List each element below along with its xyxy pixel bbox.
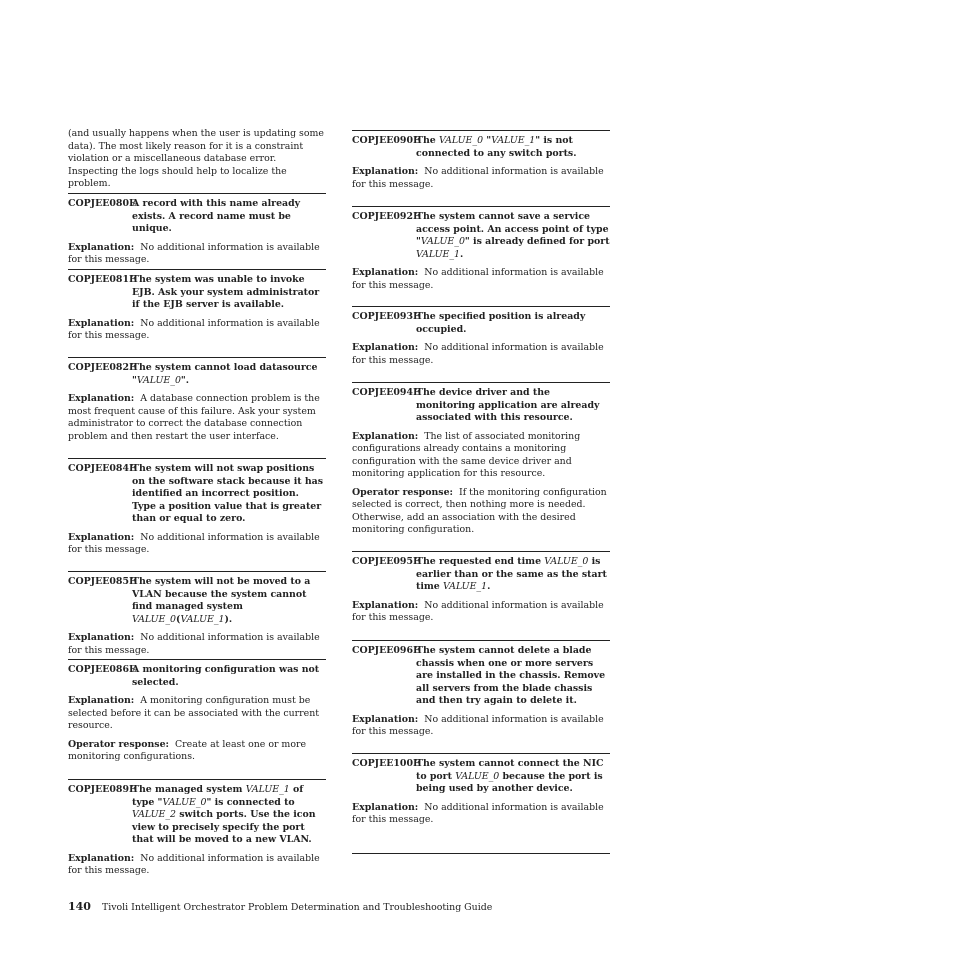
- message-text: [132, 576, 326, 626]
- message-text: The specified position is already occupied.: [416, 311, 586, 335]
- explanation-label: Explanation:: [68, 531, 135, 543]
- message-id: COPJEE086E: [68, 664, 137, 675]
- explanation-text: No additional information is available for this message.: [68, 531, 320, 555]
- message-entry: [68, 659, 326, 764]
- message-id: COPJEE093E: [352, 311, 421, 322]
- message-text-part: of type ": [132, 784, 304, 808]
- explanation-text: A monitoring configuration must be selected before it can be associated with the current resource.: [68, 695, 319, 731]
- explanation-section: [68, 853, 326, 878]
- message-text: The system will not swap positions on the software stack because it has identified an incorrect position. Type a position value that is greater than or equal to zero.: [132, 463, 324, 524]
- message-text-part: is earlier than or the same as the start time: [416, 556, 607, 592]
- message-entry: [352, 753, 610, 827]
- message-entry: [68, 458, 326, 557]
- message-text-part: The system cannot load datasource ": [132, 362, 318, 386]
- explanation-text: No additional information is available for this message.: [352, 713, 604, 737]
- explanation-text: No additional information is available for this message.: [68, 852, 320, 876]
- message-heading: [68, 463, 326, 526]
- message-heading: [68, 198, 326, 236]
- explanation-text: No additional information is available for this message.: [68, 632, 320, 656]
- message-id: COPJEE096E: [352, 645, 421, 656]
- message-entry: [68, 571, 326, 657]
- variable-placeholder: VALUE_1: [491, 135, 536, 146]
- explanation-section: [352, 166, 610, 191]
- explanation-label: Explanation:: [352, 166, 419, 177]
- message-heading: [352, 387, 610, 425]
- message-entry: [68, 779, 326, 878]
- message-id: COPJEE100E: [352, 758, 421, 769]
- explanation-section: [352, 431, 610, 481]
- explanation-text: No additional information is available for this message.: [68, 241, 320, 265]
- message-heading: [352, 135, 610, 160]
- message-text: [416, 758, 610, 796]
- message-id: COPJEE094E: [352, 387, 421, 398]
- message-text-part: switch ports. Use the icon view to precisely specify the port that will be moved to a new VLAN.: [132, 809, 316, 845]
- message-heading: [68, 576, 326, 626]
- message-heading: [68, 664, 326, 689]
- message-heading: [352, 556, 610, 594]
- message-entry: [352, 206, 610, 292]
- explanation-section: [68, 532, 326, 557]
- message-text-part: ".: [180, 374, 190, 386]
- message-text: [132, 362, 326, 387]
- explanation-label: Explanation:: [352, 267, 419, 278]
- intro-text: (and usually happens when the user is updating some data). The most likely reason for it is a constraint violation or a miscellaneous database error. Inspecting the logs should help to localize the problem.: [68, 128, 324, 189]
- explanation-section: [352, 714, 610, 739]
- message-id: COPJEE082E: [68, 362, 137, 373]
- explanation-text: No additional information is available for this message.: [352, 599, 604, 623]
- message-id: COPJEE089E: [68, 784, 137, 795]
- message-heading: [68, 274, 326, 312]
- message-heading: [352, 758, 610, 796]
- message-heading: [352, 211, 610, 261]
- message-text-part: The requested end time: [416, 556, 545, 567]
- explanation-label: Explanation:: [68, 852, 135, 864]
- message-heading: [68, 362, 326, 387]
- book-title: Tivoli Intelligent Orchestrator Problem Determination and Troubleshooting Guide: [101, 902, 493, 913]
- message-entry: [68, 357, 326, 443]
- variable-placeholder: VALUE_1: [416, 248, 461, 260]
- variable-placeholder: VALUE_1: [245, 784, 290, 795]
- message-entry: [352, 306, 610, 367]
- message-id: COPJEE081E: [68, 274, 137, 285]
- explanation-label: Explanation:: [352, 430, 419, 442]
- message-text-part: ": [483, 135, 492, 146]
- page-number: 140: [68, 900, 91, 913]
- explanation-section: [68, 695, 326, 733]
- explanation-section: [352, 600, 610, 625]
- message-id: COPJEE084E: [68, 463, 137, 474]
- message-id: COPJEE080E: [68, 198, 137, 209]
- message-text-part: The system will not be moved to a VLAN because the system cannot find managed system: [132, 576, 311, 612]
- variable-placeholder: VALUE_1: [443, 581, 488, 592]
- variable-placeholder: VALUE_0: [544, 556, 589, 567]
- message-id: COPJEE092E: [352, 211, 421, 222]
- message-text-part: " is connected to: [206, 796, 295, 808]
- message-entry: [352, 551, 610, 625]
- explanation-text: No additional information is available for this message.: [352, 267, 604, 291]
- explanation-label: Explanation:: [68, 393, 135, 404]
- message-entry: [352, 640, 610, 739]
- message-text: [416, 135, 610, 160]
- operator-response-text: Create at least one or more monitoring configurations.: [68, 738, 306, 762]
- explanation-section: [68, 242, 326, 267]
- message-heading: [352, 645, 610, 708]
- message-text-part: .: [487, 581, 491, 592]
- message-id: COPJEE085E: [68, 576, 137, 587]
- explanation-section: [68, 318, 326, 343]
- message-text: [416, 556, 610, 594]
- message-text-part: because the port is being used by another device.: [416, 770, 603, 794]
- explanation-section: [68, 632, 326, 657]
- message-text: [416, 211, 610, 261]
- message-text: The system was unable to invoke EJB. Ask your system administrator if the EJB server is available.: [132, 274, 320, 310]
- operator-response-section: [68, 739, 326, 764]
- operator-response-text: If the monitoring configuration selected is correct, then nothing more is needed. Otherwise, add an association with the desired monitoring configuration.: [352, 486, 607, 535]
- variable-placeholder: VALUE_0: [455, 770, 500, 782]
- message-text: A record with this name already exists. A record name must be unique.: [132, 198, 301, 234]
- message-entry: [68, 269, 326, 343]
- variable-placeholder: VALUE_0: [420, 236, 465, 247]
- message-id: COPJEE090E: [352, 135, 421, 146]
- message-text-part: The system cannot save a service access point. An access point of type ": [416, 211, 609, 247]
- explanation-section: [352, 342, 610, 367]
- message-text-part: .: [460, 248, 464, 260]
- explanation-section: [352, 802, 610, 827]
- message-entry: [352, 130, 610, 191]
- variable-placeholder: VALUE_0: [132, 613, 177, 625]
- message-text-part: " is already defined for port: [464, 236, 610, 247]
- message-text: [132, 784, 326, 847]
- message-entry: [352, 382, 610, 537]
- message-text-part: The managed system: [132, 784, 246, 795]
- operator-response-section: [352, 487, 610, 537]
- explanation-section: [352, 267, 610, 292]
- explanation-text: No additional information is available for this message.: [352, 342, 604, 366]
- variable-placeholder: VALUE_1: [180, 613, 225, 625]
- message-text-part: (: [176, 613, 181, 625]
- operator-response-label: Operator response:: [352, 486, 453, 498]
- message-id: COPJEE095E: [352, 556, 421, 567]
- message-text-part: The: [416, 135, 440, 146]
- explanation-label: Explanation:: [68, 241, 135, 253]
- message-text-part: " is not connected to any switch ports.: [416, 135, 577, 159]
- message-text: The system cannot delete a blade chassis when one or more servers are installed in the chassis. Remove all servers from the blade chassis and then try again to delete it.: [416, 645, 606, 706]
- variable-placeholder: VALUE_0: [439, 135, 484, 146]
- explanation-label: Explanation:: [68, 632, 135, 643]
- explanation-label: Explanation:: [352, 342, 419, 353]
- section-end-rule: [352, 853, 610, 854]
- explanation-text: A database connection problem is the most frequent cause of this failure. Ask your system administrator to correct the database connection problem and then restart the user interface.: [68, 393, 320, 442]
- variable-placeholder: VALUE_2: [132, 809, 177, 820]
- explanation-text: No additional information is available for this message.: [352, 801, 604, 825]
- page-footer: [68, 900, 492, 913]
- explanation-label: Explanation:: [352, 713, 419, 725]
- explanation-label: Explanation:: [352, 599, 419, 611]
- message-heading: [68, 784, 326, 847]
- explanation-label: Explanation:: [68, 695, 135, 706]
- message-text-part: The system cannot connect the NIC to port: [416, 758, 604, 782]
- explanation-label: Explanation:: [352, 801, 419, 813]
- message-entry: [68, 193, 326, 267]
- message-text: A monitoring configuration was not selected.: [132, 664, 320, 688]
- explanation-text: No additional information is available for this message.: [352, 166, 604, 190]
- operator-response-label: Operator response:: [68, 738, 169, 750]
- variable-placeholder: VALUE_0: [162, 796, 207, 808]
- explanation-section: [68, 393, 326, 443]
- message-text-part: ).: [224, 613, 233, 625]
- variable-placeholder: VALUE_0: [136, 374, 181, 386]
- message-heading: [352, 311, 610, 336]
- explanation-text: No additional information is available for this message.: [68, 317, 320, 341]
- explanation-text: The list of associated monitoring configurations already contains a monitoring configuration with the same device driver and monitoring application for this resource.: [352, 430, 581, 479]
- message-text: The device driver and the monitoring application are already associated with this resource.: [416, 387, 600, 423]
- explanation-label: Explanation:: [68, 317, 135, 329]
